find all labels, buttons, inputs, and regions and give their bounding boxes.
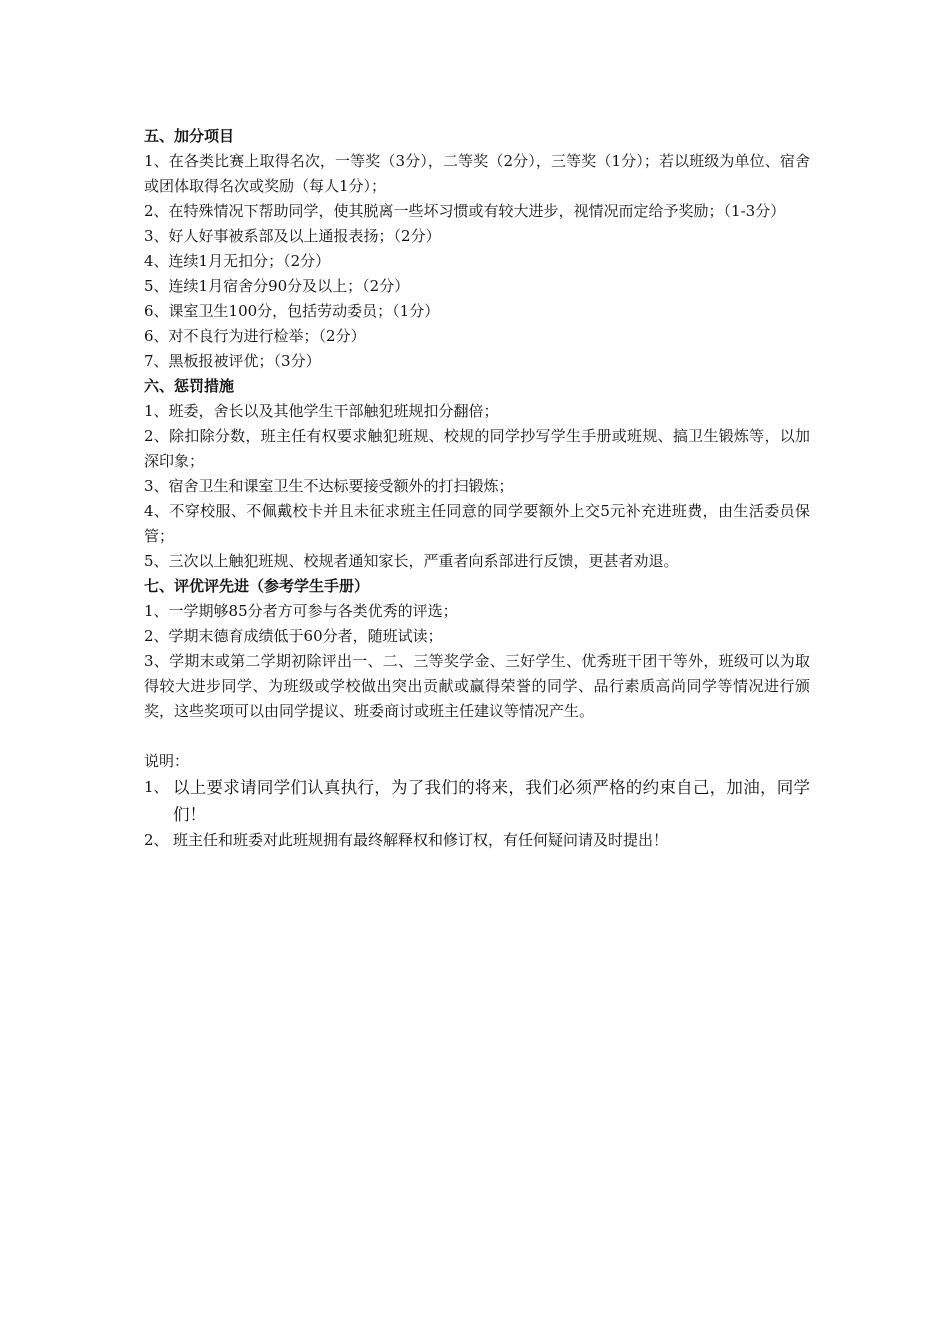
list-item: 4、不穿校服、不佩戴校卡并且未征求班主任同意的同学要额外上交5元补充进班费，由生活委员保管； xyxy=(144,502,810,545)
section-heading-awards: 七、评优评先进（参考学生手册） xyxy=(144,577,370,595)
list-item: 5、三次以上触犯班规、校规者通知家长，严重者向系部进行反馈，更甚者劝退。 xyxy=(144,552,679,570)
list-item: 1、在各类比赛上取得名次，一等奖（3分），二等奖（2分），三等奖（1分）；若以班级为单位、宿舍或团体取得名次或奖励（每人1分）； xyxy=(144,152,810,195)
list-item: 5、连续1月宿舍分90分及以上；（2分） xyxy=(144,277,410,295)
list-item: 2、除扣除分数，班主任有权要求触犯班规、校规的同学抄写学生手册或班规、搞卫生锻炼等，以加深印象； xyxy=(144,427,810,470)
list-item: 7、黑板报被评优；（3分） xyxy=(144,352,321,370)
note-number: 2、 xyxy=(144,831,169,849)
note-number: 1、 xyxy=(144,778,169,796)
list-item: 1、一学期够85分者方可参与各类优秀的评选； xyxy=(144,602,458,620)
section-heading-bonus: 五、加分项目 xyxy=(144,127,235,145)
list-item: 4、连续1月无扣分；（2分） xyxy=(144,252,331,270)
list-item: 3、宿舍卫生和课室卫生不达标要接受额外的打扫锻炼； xyxy=(144,477,514,495)
list-item: 1、班委，舍长以及其他学生干部触犯班规扣分翻倍； xyxy=(144,402,499,420)
notes-label: 说明： xyxy=(144,752,190,770)
blank-line xyxy=(144,724,810,749)
list-item: 2、在特殊情况下帮助同学，使其脱离一些坏习惯或有较大进步，视情况而定给予奖励；（1-3分） xyxy=(144,202,786,220)
note-text: 班主任和班委对此班规拥有最终解释权和修订权，有任何疑问请及时提出！ xyxy=(173,831,669,849)
note-text: 以上要求请同学们认真执行，为了我们的将来，我们必须严格的约束自己，加油，同学们！ xyxy=(173,778,810,824)
section-heading-penalty: 六、惩罚措施 xyxy=(144,377,235,395)
list-item: 3、学期末或第二学期初除评出一、二、三等奖学金、三好学生、优秀班干团干等外，班级可以为取得较大进步同学、为班级或学校做出突出贡献或赢得荣誉的同学、品行素质高尚同学等情况进行颁奖，这些奖项可以由同学提议、班委商讨或班主任建议等情况产生。 xyxy=(144,652,810,720)
document-body xyxy=(144,124,810,853)
list-item: 3、好人好事被系部及以上通报表扬；（2分） xyxy=(144,227,441,245)
list-item: 2、学期末德育成绩低于60分者，随班试读； xyxy=(144,627,443,645)
note-item xyxy=(144,774,810,828)
note-item xyxy=(144,828,810,853)
list-item: 6、对不良行为进行检举；（2分） xyxy=(144,327,366,345)
list-item: 6、课室卫生100分，包括劳动委员；（1分） xyxy=(144,302,440,320)
